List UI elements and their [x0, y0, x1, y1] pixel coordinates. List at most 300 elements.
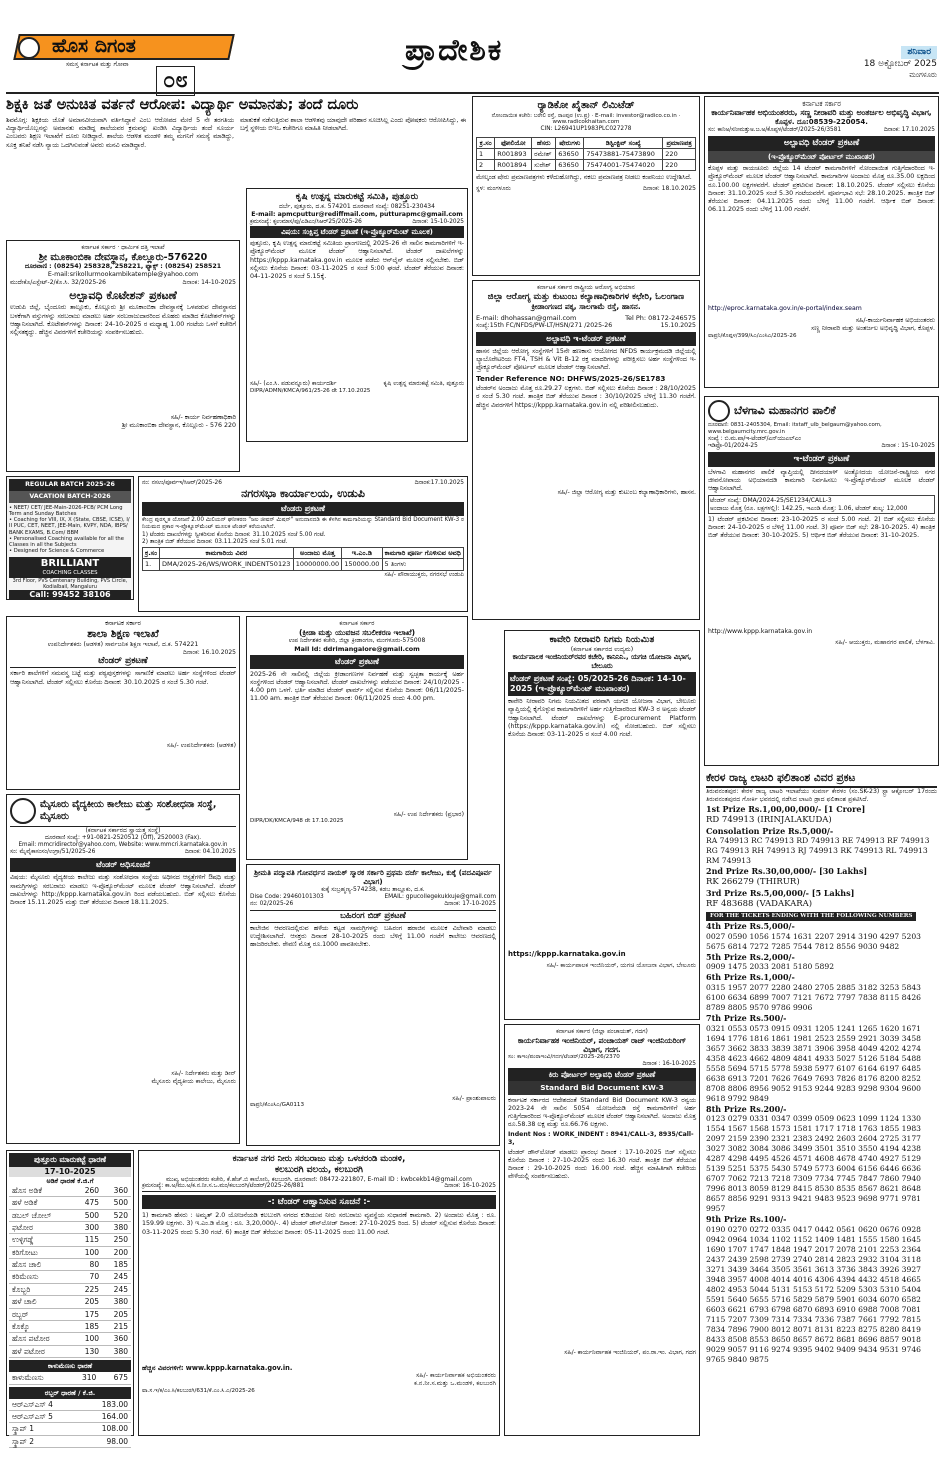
rate-max: 185 — [102, 1259, 131, 1271]
ad-sign-2: ಶ್ರೀ ಮೂಕಾಂಬಿಕಾ ದೇವಸ್ಥಾನ, ಕೊಲ್ಲೂರು - 576 220 — [121, 422, 236, 430]
table-cell: 75474001-75474020 — [584, 159, 663, 170]
belagavi-banner — [708, 400, 935, 422]
course-item: • Personalised Coaching available for all the Classes in all the Subjects — [9, 535, 124, 549]
sign-left: ಸಹಿ/- (ಎಂ.ಸಿ. ಪಡುವನ್ನೂರು) ಕಾರ್ಯದರ್ಶಿ — [250, 380, 337, 388]
column-header: ಷೇರುಗಳು — [556, 137, 584, 148]
headline: ಶಿಕ್ಷಕಿ ಜತೆ ಅನುಚಿತ ವರ್ತನೆ ಆರೋಪ: ವಿದ್ಯಾರ್ಥಿ ಅಮಾನತು; ತಂದೆ ದೂರು — [6, 97, 359, 113]
masthead-tagline: ಸಮಸ್ತ ಕರ್ನಾಟಕ ಮತ್ತು ಗೋವಾ — [66, 61, 129, 68]
ref-number: ಸಂ: ಕಾಇಂ/ಪಂರಾಇಂವಿ/ಗದಗ/ಟೆಂಡರ್/2025-26/2370 — [508, 1054, 620, 1060]
course-list — [9, 505, 131, 555]
ad-body: ಕಾವೇರಿ ನೀರಾವರಿ ನಿಗಮ ನಿಯಮಿತದ ಪರವಾಗಿ ಯಗಚಿ ಯೋಜನಾ ವಿಭಾಗ, ಬೇಲೂರು ವ್ಯಾಪ್ತಿಯಲ್ಲಿ ಕೈಗೊಳ್ಳುವ ಕಾಮಗಾರಿಗಳಿಗೆ ಅರ್ಹ ಗುತ್ತಿಗೆದಾರರಿಂದ KW-3 ರ ಅನ್ವಯ ಟೆಂಡರ್ ಆಹ್ವಾನಿಸಲಾಗಿದೆ. ಟೆಂಡರ್ ದಾಖಲೆಗಳನ್ನು E-procurement Platform (https://kppp.karnataka.gov.in) ನಲ್ಲಿ ನೋಡಬಹುದು. ಬಿಡ್ ಸಲ್ಲಿಸಲು ಕೊನೆಯ ದಿನಾಂಕ: 03-11-2025 ರ ಸಂಜೆ 4.00 ಗಂಟೆ. — [508, 698, 696, 738]
batch-label: REGULAR BATCH 2025-26 — [9, 479, 131, 491]
ref-date: ದಿನಾಂಕ : 16-10-2025 — [642, 1060, 696, 1067]
ad-sign-2: ಕ.ನ.ನೀ.ಸ.ಮತ್ತು ಒ.ಮಂಡಳಿ, ಕಲಬುರಗಿ — [414, 1380, 496, 1388]
tender-ref: Tender Reference NO: DHFWS/2025-26/SE1783 — [476, 374, 666, 384]
vacation-label: VACATION BATCH-2026 — [9, 491, 131, 503]
ad-name: ಕಾವೇರಿ ನೀರಾವರಿ ನಿಗಮ ನಿಯಮಿತ — [549, 634, 655, 645]
ad-cauvery — [504, 630, 700, 1020]
prize-6: 6th Prize Rs.1,000/- — [706, 972, 795, 983]
rate-min: 300 — [73, 1221, 102, 1233]
course-item: • Designed for Science & Commerce — [9, 548, 105, 555]
ad-name: ಬೆಳಗಾವಿ ಮಹಾನಗರ ಪಾಲಿಕೆ — [734, 404, 836, 418]
ad-name: ಕೃಷಿ ಉತ್ಪನ್ನ ಮಾರುಕಟ್ಟೆ ಸಮಿತಿ, ಪುತ್ತೂರು — [295, 192, 419, 202]
prize-2: 2nd Prize Rs.30,00,000/- [30 Lakhs] — [706, 866, 868, 877]
rate-min: 500 — [73, 1209, 102, 1221]
ad-title: ಕಿರು ಪೋರ್ಟಲ್ ಅಲ್ಪಾವಧಿ ಟೆಂಡರ್ ಪ್ರಕಟಣೆ — [508, 1068, 696, 1081]
masthead-title: ಹೊಸ ದಿಗಂತ — [52, 35, 136, 57]
table-row — [9, 1246, 131, 1258]
table-row — [9, 1197, 131, 1209]
lottery-title: ಕೇರಳ ರಾಜ್ಯ ಲಾಟರಿ ಫಲಿತಾಂಶ ವಿವರ ಪ್ರಕಟ — [706, 772, 937, 788]
ad-sign-2: ಸಣ್ಣ ನೀರಾವರಿ ಮತ್ತು ಅಂತರ್ಜಲ ಅಭಿವೃದ್ಧಿ ವಿಭಾಗ, ಕೊಪ್ಪಳ. — [811, 324, 935, 332]
ad-phone: ದೂರವಾಣಿ : (08254) 258328, 258221, ಫ್ಯಾಕ್ಸ್ : (08254) 258521 — [24, 263, 222, 271]
table-cell: 63650 — [556, 159, 584, 170]
ad-address: ಉಪನಿರ್ದೇಶಕರು (ಆಡಳಿತ) ಸಾರ್ವಜನಿಕ ಶಿಕ್ಷಣ ಇಲಾಖೆ, ದ.ಕ. 574221 — [47, 640, 199, 648]
prize-3: 3rd Prize Rs.5,00,000/- [5 Lakhs] — [706, 888, 855, 899]
logo-emblem-icon — [18, 37, 40, 59]
day-label: ಶನಿವಾರ — [901, 46, 937, 59]
ad-sub: ನೋಂದಾಯಿತ ಕಚೇರಿ: ಬರೇಲಿ ರಸ್ತೆ, ರಾಂಪುರ (ಉ.ಪ್ರ) · E-mail: investor@radico.co.in · www.radicokhaitan.com — [491, 112, 681, 126]
market-rates — [6, 1150, 134, 1446]
ad-url[interactable]: ಹೆಚ್ಚಿನ ವಿವರಗಳಿಗೆ: www.kppp.karnataka.gov.in. — [142, 1364, 293, 1373]
ad-kuwsdb — [138, 1150, 500, 1436]
ad-url[interactable]: https://kppp.karnataka.gov.in — [508, 950, 626, 959]
ad-cin: CIN: L26941UP1983PLC027278 — [540, 126, 632, 133]
ref-date: 15.10.2025 — [660, 321, 696, 329]
table-row — [143, 559, 464, 570]
ad-sign: ಸಹಿ/- ಉಪ ನಿರ್ದೇಶಕರು (ಪ್ರಭಾರ) — [393, 810, 464, 818]
rate-min: 100 — [73, 1333, 102, 1345]
ad-head: ಕರ್ನಾಟಕ ಸರ್ಕಾರ (ಜಿಲ್ಲಾ ಪಂಚಾಯತ್, ಗದಗ) — [556, 1028, 648, 1035]
ref-number: ಸಂ: ಕಾನಿಅ/ಸನೀಮತ್ತುಅ.ಜ.ಅ/ಕೊಪ್ಪಳ/ಟೆಂಡರ್/2025-26/3581 — [708, 126, 842, 133]
ad-name: ಶ್ರೀಮತಿ ಪದ್ಮಾವತಿ ಗೋವರ್ಧನ ನಾಯಕ್ ಸ್ಮಾರಕ ಸರ್ಕಾರಿ ಪ್ರಥಮ ದರ್ಜೆ ಕಾಲೇಜು, ಕುಕ್ಕೆ (ಪದವಿಪೂರ್ವ ವಿಭಾಗ) — [254, 868, 492, 886]
rate-min: 115 — [73, 1234, 102, 1246]
prize-4: 4th Prize Rs.5,000/- — [706, 921, 795, 932]
table-row — [9, 1320, 131, 1332]
ad-name: (ಕ್ರೀಡಾ ಮತ್ತು ಯುವಜನ ಸಬಲೀಕರಣ ಇಲಾಖೆ) — [298, 627, 416, 637]
rate-min: 80 — [73, 1259, 102, 1271]
ad-sign: ಸಹಿ/- ಜಿಲ್ಲಾ ಆರೋಗ್ಯ ಮತ್ತು ಕುಟುಂಬ ಕಲ್ಯಾಣಾಧಿಕಾರಿಗಳು, ಹಾಸನ. — [557, 489, 696, 497]
ad-head: ಕರ್ನಾಟಕ ಸರ್ಕಾರ — [105, 620, 141, 627]
ad-ref — [708, 127, 935, 134]
consolation-prize: Consolation Prize Rs.5,000/- — [706, 825, 834, 836]
column-header: ಕಾಮಗಾರಿ ಪೂರ್ಣ ಗೊಳಿಸುವ ಅವಧಿ — [382, 548, 464, 559]
commodity-name: ಸ್ಕ್ರಾಪ್ 2 — [9, 1435, 81, 1447]
rate-max: 205 — [102, 1308, 131, 1320]
rate-max: 380 — [102, 1221, 131, 1233]
ad-url[interactable]: http://eproc.karnataka.gov.in/e-portal/index.seam — [708, 305, 862, 313]
ad-sub: (ಕರ್ನಾಟಕ ಸರ್ಕಾರದ ಸ್ವಾಯತ್ತ ಸಂಸ್ಥೆ) — [85, 827, 161, 834]
ad-name: ರ್‍ಯಾಡಿಕೋ ಖೈತಾನ್ ಲಿಮಿಟೆಡ್ — [537, 100, 635, 111]
prize-2-winner: RK 266279 (THIRUR) — [706, 876, 800, 887]
tender-box — [708, 495, 935, 514]
commodity-name: ಹಳೆ ಚಾಲಿ — [9, 1296, 73, 1308]
ad-footer — [476, 185, 696, 193]
ad-name: ಕಾರ್ಯನಿರ್ವಾಹಕ ಅಭಿಯಂತರರು, ಸಣ್ಣ ನೀರಾವರಿ ಮತ್ತು ಅಂತರ್ಜಲ ಅಭಿವೃದ್ಧಿ ವಿಭಾಗ, — [711, 108, 932, 118]
table-cell: R001893 — [495, 148, 532, 159]
ad-body: ಪುತ್ತೂರು, ಕೃಷಿ ಉತ್ಪನ್ನ ಮಾರುಕಟ್ಟೆ ಸಮಿತಿಯ ಪ್ರಾಂಗಣದಲ್ಲಿ 2025-26 ನೇ ಸಾಲಿನ ಕಾಮಗಾರಿಗಳಿಗೆ ಇ-ಪ್ರೊಕ್ಯೂರ್‌ಮೆಂಟ್ ಮೂಲಕ ಟೆಂಡರ್ ಆಹ್ವಾನಿಸಲಾಗಿದೆ. ಟೆಂಡರ್ ದಾಖಲೆಗಳನ್ನು https://kppp.karnataka.gov.in ಮೂಲಕ ಪಡೆದು ಆನ್‌ಲೈನ್ ಮೂಲಕ ಸಲ್ಲಿಸಬೇಕು. ಬಿಡ್ ಸಲ್ಲಿಸಲು ಕೊನೆಯ ದಿನಾಂಕ: 03-11-2025 ರ ಸಂಜೆ 5:00 ಘಂಟೆ. ಟೆಂಡರ್ ತೆರೆಯುವ ದಿನಾಂಕ: 04-11-2025 ರ ಸಂಜೆ 5.15ಕ್ಕೆ. — [250, 240, 464, 280]
ad-head: ಕರ್ನಾಟಕ ಸರ್ಕಾರ ರಾಷ್ಟ್ರೀಯ ಆರೋಗ್ಯ ಅಭಿಯಾನ — [537, 284, 635, 291]
commodity-name: ಆರ್‌ಎಸ್‌ಎಸ್ 5 — [9, 1411, 81, 1423]
ad-code: DIPR/ADMN/KMCA/961/25-26 dt 17.10.2025 — [250, 387, 371, 394]
ad-place: ಸ್ಥಳ: ಮಂಗಳೂರು — [476, 185, 511, 193]
ad-name: ಶ್ರೀ ಮೂಕಾಂಬಿಕಾ ದೇವಸ್ಥಾನ, ಕೊಲ್ಲೂರು-576220 — [38, 251, 208, 263]
ad-title: ಟೆಂಡರ್ ಪ್ರಕಟಣೆ — [10, 656, 236, 668]
work-table — [142, 547, 464, 570]
ad-sign: ಸಹಿ/-ಕಾರ್ಯನಿರ್ವಾಹಕ ಅಭಿಯಂತರರು — [855, 317, 935, 325]
ad-address: ದೂರವಾಣಿ: 0831-2405304, Email: itstaff_ulb_belgaum@yahoo.com, www.belgaumcity.mrc.gov.in — [708, 422, 882, 435]
ad-codes — [250, 894, 496, 901]
brand-name: BRILLIANT — [40, 557, 100, 569]
ad-udupi — [138, 476, 468, 612]
city-label: ಮಂಗಳೂರು — [909, 70, 937, 79]
rate-max: 245 — [102, 1283, 131, 1295]
rate-max: 245 — [102, 1271, 131, 1283]
share-table — [476, 137, 696, 171]
ad-apmc — [246, 188, 468, 442]
ad-title: ಟೆಂಡರ್ ಪ್ರಕಟಣೆ — [250, 655, 464, 669]
ending-note: FOR THE TICKETS ENDING WITH THE FOLLOWING NUMBERS — [706, 912, 916, 921]
ad-ref — [142, 1183, 496, 1191]
prize-4-numbers: 0027 0590 1056 1574 1631 2207 2914 3190 4297 5203 5675 6814 7272 7285 7544 7812 8556 9030 9482 — [706, 931, 921, 951]
commodity-name: ಡಬಲ್ ಚೋಲ್ — [9, 1209, 73, 1221]
ad-ref — [708, 443, 935, 450]
story-paragraph: ಶಿವಮೊಗ್ಗ: ಶಿಕ್ಷಕಿಯ ಜೊತೆ ಅಮಾನವೀಯವಾಗಿ ವರ್ತಿಸಿದ್ದಾನೆ ಎಂಬ ಆರೋಪದ ಮೇರೆ 5 ನೇ ತರಗತಿಯ ವಿದ್ಯಾರ್ಥಿಯೊಬ್ಬನನ್ನು ಅಮಾನತು ಮಾಡಿದ್ದ ಶಾಲೆಯವರ ಕ್ರಮವನ್ನು ಖಂಡಿಸಿ ವಿದ್ಯಾರ್ಥಿಯ ತಂದೆ ಸೂರ್ಯ ಎಂಬವರು ಶಿಕ್ಷಣ ಇಲಾಖೆಗೆ ದೂರು ನೀಡಿದ್ದಾರೆ. ಶಾಲೆಯ ಆಡಳಿತ ಮಂಡಳಿ ತಮ್ಮ ಮಗನಿಗೆ ಸಮಸ್ಯೆ ಮಾಡಿದ್ದು, ಸೂಕ್ತ ತನಿಖೆ ನಡೆಸಿ ನ್ಯಾಯ ಒದಗಿಸುವಂತೆ ಅವರು ಮನವಿ ಮಾಡಿದ್ದಾರೆ. — [6, 117, 234, 149]
ad-sign: ಸಹಿ/- ನಿರ್ದೇಶಕರು ಮತ್ತು ಡೀನ್ — [171, 1070, 236, 1078]
sign-right: ಕೃಷಿ ಉತ್ಪನ್ನ ಮಾರುಕಟ್ಟೆ ಸಮಿತಿ, ಪುತ್ತೂರು — [383, 380, 464, 388]
ad-email: E-mail: dhohassan@gmail.com — [476, 313, 577, 322]
story-col-2 — [240, 117, 466, 187]
ad-body: ಕೊಪ್ಪಳ ಮತ್ತು ರಾಯಚೂರು ಜಿಲ್ಲೆಯ 14 ಟೆಂಡರ್ ಕಾಮಗಾರಿಗಳಿಗೆ ನೋಂದಾಯಿತ ಗುತ್ತಿಗೆದಾರರಿಂದ ಇ-ಪ್ರೊಕ್ಯೂರ್‌ಮೆಂಟ್ ಮೂಲಕ ಟೆಂಡರ್ ಆಹ್ವಾನಿಸಲಾಗಿದೆ. ಕಾಮಗಾರಿಗಳ ಅಂದಾಜು ಮೊತ್ತ ರೂ.35.00 ಲಕ್ಷದಿಂದ ರೂ.100.00 ಲಕ್ಷಗಳವರೆಗೆ. ಟೆಂಡರ್ ಪ್ರಕಟಿಸುವ ದಿನಾಂಕ: 18.10.2025. ಟೆಂಡರ್ ಸಲ್ಲಿಸಲು ಕೊನೆಯ ದಿನಾಂಕ: 31.10.2025 ಸಂಜೆ 5.30 ಗಂಟೆಯವರೆಗೆ. ಪೂರ್ವಭಾವಿ ಸಭೆ: 28.10.2025. ತಾಂತ್ರಿಕ ಬಿಡ್ ತೆರೆಯುವ ದಿನಾಂಕ: 04.11.2025 ರಂದು ಬೆಳಿಗ್ಗೆ 11.00 ಗಂಟೆಗೆ. ಆರ್ಥಿಕ ಬಿಡ್ ದಿನಾಂಕ: 06.11.2025 ರಂದು ಬೆಳಿಗ್ಗೆ 11.00 ಗಂಟೆಗೆ. — [708, 165, 935, 214]
prize-7: 7th Prize Rs.500/- — [706, 1012, 787, 1023]
college-emblem-icon — [10, 798, 36, 824]
table-body — [477, 148, 696, 170]
ad-address: ಉಪ ನಿರ್ದೇಶಕರ ಕಚೇರಿ, ಜಿಲ್ಲಾ ಕ್ರೀಡಾಂಗಣ, ಮಂಗಳೂರು-575008 — [288, 637, 426, 645]
commodity-name: ಉಳ್ಳಿಗಡ್ಡೆ — [9, 1234, 73, 1246]
table-row — [9, 1411, 131, 1423]
prize-9-numbers: 0190 0270 0272 0335 0417 0442 0561 0620 0676 0928 0942 0964 1034 1102 1152 1409 1481 1555 1580 1645 1690 1707 1747 1848 1947 2017 2078 2101 2253 2364 2437 2439 2598 2739 2740 2814 2823 2932 3104 3118 3271 3439 3464 3505 3561 3613 3736 3843 3926 3927 3948 3957 4008 4014 4016 4306 4394 4432 4518 4665 4802 4953 5044 5131 5153 5172 5209 5303 5310 5404 5591 5640 5655 5716 5829 5879 5901 6034 6070 6582 6603 6621 6793 6798 6870 6893 6910 6988 7008 7081 7115 7207 7309 7314 7334 7336 7387 7661 7792 7815 7834 7896 7900 8012 8071 8131 8223 8275 8280 8419 8433 8508 8553 8650 8657 8672 8681 8696 8857 9018 9029 9057 9116 9274 9395 9402 9409 9434 9531 9746 9765 9840 9875 — [706, 1224, 921, 1365]
table-row — [9, 1435, 131, 1447]
ad-body: 2025-26 ನೇ ಸಾಲಿನಲ್ಲಿ ಜಿಲ್ಲೆಯ ಕ್ರೀಡಾಂಗಣಗಳ ನಿರ್ವಹಣೆ ಮತ್ತು ಸ್ವಚ್ಛತಾ ಕಾರ್ಯಕ್ಕೆ ಅರ್ಹ ಸಂಸ್ಥೆಗಳಿಂದ ಟೆಂಡರ್ ಆಹ್ವಾನಿಸಲಾಗಿದೆ. ಟೆಂಡರ್ ದಾಖಲೆಗಳನ್ನು ಪಡೆಯುವ ದಿನಾಂಕ: 24/10/2025 - 4.00 pm ಒಳಗೆ. ಭರ್ತಿ ಮಾಡಿದ ಟೆಂಡರ್ ಫಾರ್ಮ್ ಸಲ್ಲಿಸುವ ಕೊನೆಯ ದಿನಾಂಕ: 06/11/2025-11.00 am. ತಾಂತ್ರಿಕ ಬಿಡ್ ತೆರೆಯುವ ದಿನಾಂಕ: 06/11/2025 ರಂದು 4.00 pm. — [250, 670, 464, 703]
ad-body: ಬೆಳಗಾವಿ ಮಹಾನಗರ ಪಾಲಿಕೆ ವ್ಯಾಪ್ತಿಯಲ್ಲಿ ದೀನದಯಾಳ್ ಅಂತ್ಯೋದಯ ಯೋಜನೆ-ರಾಷ್ಟ್ರೀಯ ನಗರ ಜೀವನೋಪಾಯ ಅಭಿಯಾನದಡಿ ಕಾಮಗಾರಿ ನಿರ್ವಹಿಸಲು ಇ-ಪ್ರೊಕ್ಯೂರ್‌ಮೆಂಟ್ ಮೂಲಕ ಟೆಂಡರ್ ಆಹ್ವಾನಿಸಲಾಗಿದೆ. — [708, 468, 935, 492]
ad-address: ಮುಖ್ಯ ಅಭಿಯಂತರರು ಕಚೇರಿ, ಕೆ.ಹೆಚ್.ಬಿ ಕಾಲೋನಿ, ಕಲಬುರಗಿ. ದೂರವಾಣಿ: 08472-221807, E-mail ID : kwbcekb14@gmail.com — [166, 1175, 472, 1183]
date-label: 18 ಅಕ್ಟೋಬರ್ 2025 — [863, 59, 937, 70]
section-title: ಪ್ರಾದೇಶಿಕ — [405, 33, 504, 68]
commodity-name: ಹೊಸ ಅಡಿಕೆ — [9, 1185, 73, 1197]
ref-number: ನಂ: 02/2025-26 — [250, 900, 294, 907]
story-paragraph: ಮಾತುಕತೆ ನಡೆಸುತ್ತಿರುವ ಶಾಲಾ ಆಡಳಿತವು ಯಾವುದೇ ಪರಿಹಾರ ಸೂಚಿಸಿಲ್ಲ ಎಂದು ಪೋಷಕರು ಆರೋಪಿಸಿದ್ದು, ಈ ಬಗ್ಗೆ ಸ್ಥಳೀಯ ಬಿಇಒ ಕಚೇರಿಗೂ ಮಾಹಿತಿ ನೀಡಲಾಗಿದೆ. — [240, 117, 466, 133]
ad-sign: ಸಹಿ/- ಪ್ರಾಂಶುಪಾಲರು — [452, 1094, 496, 1102]
table-cell: 75473881-75473890 — [584, 148, 663, 159]
ad-sbd: Standard Bid Document KW-3 — [508, 1081, 696, 1094]
ad-title: ವಿಷಯ: ಸಂಕ್ಷಿಪ್ತ ಟೆಂಡರ್ ಪ್ರಕಟಣೆ (ಇ-ಪ್ರೊಕ್ಯೂರ್‌ಮೆಂಟ್ ಮೂಲಕ) — [250, 226, 464, 238]
rate-max: 380 — [102, 1296, 131, 1308]
commodity-name: ಕಾಳುಮೆಣಸು — [9, 1372, 68, 1384]
table-row — [9, 1259, 131, 1271]
areca-table — [9, 1185, 131, 1358]
ad-sign: ಸಹಿ/- ಉಪನಿರ್ದೇಶಕರು (ಆಡಳಿತ) — [166, 742, 236, 750]
ad-contact — [476, 314, 696, 322]
rate-max: 500 — [102, 1197, 131, 1209]
table-cell: 5 ತಿಂಗಳು — [382, 559, 464, 570]
commodity-name: ರಬ್ಬರ್ — [9, 1308, 73, 1320]
ad-ref — [250, 901, 496, 908]
ad-sign: ಸಹಿ/- ಕಾರ್ಯನಿರ್ವಾಹಕ ಇಂಜಿನಿಯರ್, ಪಂ.ರಾ.ಇಂ. ವಿಭಾಗ, ಗದಗ — [564, 1348, 696, 1356]
ref-date: ದಿನಾಂಕ: 14-10-2025 — [182, 279, 236, 287]
table-cell: 150000.00 — [342, 559, 382, 570]
table-row — [9, 1221, 131, 1233]
table-row — [9, 1345, 131, 1357]
rate-min: 225 — [73, 1283, 102, 1295]
ref-number: ನಂ: ನಸಉ/ಪೂರ್ವಇ/ಸಿಆರ್/2025-26 — [142, 480, 222, 486]
rubber-title: ರಬ್ಬರ್ ಧಾರಣೆ / ಕೆ.ಜಿ. — [9, 1387, 131, 1399]
prize-7-numbers: 0321 0553 0573 0915 0931 1205 1241 1265 1620 1671 1694 1776 1816 1861 1981 2523 2559 2921 3039 3458 3657 3662 3833 3839 3871 3906 3958 4049 4202 4274 4358 4623 4662 4809 4841 4933 5027 5126 5184 5488 5558 5694 5715 5778 5938 5977 6107 6164 6197 6485 6638 6913 7201 7626 7649 7693 7826 8176 8200 8252 8708 8806 8956 9052 9153 9244 9283 9298 9304 9600 9618 9792 9849 — [706, 1023, 921, 1103]
ad-title: ಅಲ್ಪಾವಧಿ ಕೊಟೇಶನ್ ಪ್ರಕಟಣೆ — [69, 288, 177, 302]
ad-sign-2: ಮೈಸೂರು ವೈದ್ಯಕೀಯ ಕಾಲೇಜು, ಮೈಸೂರು — [151, 1078, 236, 1086]
ad-note: ಮೇಲ್ಕಂಡ ಷೇರು ಪ್ರಮಾಣಪತ್ರಗಳು ಕಳೆದುಹೋಗಿದ್ದು, ನಕಲು ಪ್ರಮಾಣಪತ್ರ ನೀಡಲು ಕಂಪನಿಯು ಉದ್ದೇಶಿಸಿದೆ. — [476, 174, 692, 182]
tender-amount: ಅಂದಾಜು ಮೊತ್ತ (ರೂ. ಲಕ್ಷಗಳಲ್ಲಿ): 142.25, ಇಎಂಡಿ ಮೊತ್ತ: 1.06, ಟೆಂಡರ್ ಶುಲ್ಕ: 12,000 — [710, 504, 908, 512]
ad-ref — [142, 480, 464, 487]
ad-body: ಹಾಸನ ಜಿಲ್ಲೆಯ ಆರೋಗ್ಯ ಸಂಸ್ಥೆಗಳಿಗೆ 15ನೇ ಹಣಕಾಸು ಆಯೋಗದ NFDS ಕಾರ್ಯಕ್ರಮದಡಿ ಜಿಲ್ಲೆಯಲ್ಲಿ ಲ್ಯಾಬೊರೇಟರಿಯ FT4, TSH & Vit B-12 ರಕ್ತ ಮಾದರಿಗಳನ್ನು ಪರೀಕ್ಷಿಸಲು ಅರ್ಹ ಸಂಸ್ಥೆಗಳಿಂದ ಇ-ಪ್ರೊಕ್ಯೂರ್‌ಮೆಂಟ್ ಪೋರ್ಟಲ್ ಮೂಲಕ ಟೆಂಡರ್ ಆಹ್ವಾನಿಸಲಾಗಿದೆ. — [476, 347, 696, 372]
prize-3-winner: RF 483688 (VADAKARA) — [706, 898, 813, 909]
commodity-name: ಸ್ಕ್ರಾಪ್ 1 — [9, 1423, 81, 1435]
ad-head: ಕರ್ನಾಟಕ ಸರ್ಕಾರ — [339, 620, 375, 627]
table-cell: 1 — [477, 148, 495, 159]
rate-max: 360 — [102, 1333, 131, 1345]
ad-sign — [250, 380, 464, 388]
ad-radico — [472, 96, 700, 276]
ad-address: ಕುಕ್ಕೆ ಸುಬ್ರಹ್ಮಣ್ಯ-574238, ಕಡಬ ತಾಲ್ಲೂಕು, ದ.ಕ. — [321, 886, 425, 893]
commodity-name: ಹಳೆ ಅಡಿಕೆ — [9, 1197, 73, 1209]
ad-ref — [250, 219, 464, 226]
ad-body-2: 1) ಟೆಂಡರ್ ಪ್ರಕಟಿಸುವ ದಿನಾಂಕ: 23-10-2025 ರ ಸಂಜೆ 5.00 ಗಂಟೆ. 2) ಬಿಡ್ ಸಲ್ಲಿಸಲು ಕೊನೆಯ ದಿನಾಂಕ: 24-10-2025 ರ ಬೆಳಿಗ್ಗೆ 11.00 ಗಂಟೆ. 3) ಪೂರ್ವ ಬಿಡ್ ಸಭೆ: 28-10-2025. 4) ತಾಂತ್ರಿಕ ಬಿಡ್ ತೆರೆಯುವ ದಿನಾಂಕ: 30-10-2025. 5) ಆರ್ಥಿಕ ಬಿಡ್ ತೆರೆಯುವ ದಿನಾಂಕ: 31-10-2025. — [708, 516, 935, 540]
market-date: 17-10-2025 — [9, 1167, 131, 1177]
table-header — [477, 137, 696, 148]
ad-head: ಕರ್ನಾಟಕ ನಗರ ನೀರು ಸರಬರಾಜು ಮತ್ತು ಒಳಚರಂಡಿ ಮಂಡಳಿ, — [232, 1154, 406, 1164]
rate-max: 380 — [102, 1345, 131, 1357]
ad-body: ಸರ್ಕಾರಿ ಶಾಲೆಗಳಿಗೆ ಸಮವಸ್ತ್ರ ಬಟ್ಟೆ ಮತ್ತು ಪಠ್ಯಪುಸ್ತಕಗಳನ್ನು ಸಾಗಾಣಿಕೆ ಮಾಡಲು ಅರ್ಹ ಸಂಸ್ಥೆಗಳಿಂದ ಟೆಂಡರ್ ಆಹ್ವಾನಿಸಲಾಗಿದೆ. ಟೆಂಡರ್ ಸಲ್ಲಿಸಲು ಕೊನೆಯ ದಿನಾಂಕ: 30.10.2025 ರ ಸಂಜೆ 5.30 ಗಂಟೆ. — [10, 670, 236, 686]
prize-9: 9th Prize Rs.100/- — [706, 1214, 787, 1225]
ad-email: E-mail: apmcputtur@rediffmail.com, putturapmc@gmail.com — [251, 210, 463, 218]
column-header: ಅಂದಾಜು ಮೊತ್ತ — [293, 548, 342, 559]
ad-body-2: ಟೆಂಡರ್‌ನ ಅಂದಾಜು ಮೊತ್ತ ರೂ.29.27 ಲಕ್ಷಗಳು. ಬಿಡ್ ಸಲ್ಲಿಸಲು ಕೊನೆಯ ದಿನಾಂಕ : 28/10/2025 ರ ಸಂಜೆ 5.30 ಗಂಟೆ. ತಾಂತ್ರಿಕ ಬಿಡ್ ತೆರೆಯುವ ದಿನಾಂಕ : 30/10/2025 ಬೆಳಿಗ್ಗೆ 11.30 ಗಂಟೆಗೆ. ಹೆಚ್ಚಿನ ವಿವರಗಳಿಗೆ https://kppp.karnataka.gov.in ನಲ್ಲಿ ಪರಿಶೀಲಿಸಬಹುದು. — [476, 385, 696, 409]
rate-value: 183.00 — [81, 1399, 131, 1411]
ad-line-1: 1) ಟೆಂಡರು ದಾಖಲೆಗಳನ್ನು ಸ್ವೀಕರಿಸುವ ಕೊನೆಯ ದಿನಾಂಕ: 31.10.2025 ಸಂಜೆ 5.00 ಗಂಟೆ. — [142, 531, 326, 538]
ad-body-2: ಟೆಂಡರ್ ಡೌನ್‌ಲೋಡ್ ಮಾಡಲು ಪ್ರಾರಂಭ ದಿನಾಂಕ : 17-10-2025 ಬಿಡ್ ಸಲ್ಲಿಸಲು ಕೊನೆಯ ದಿನಾಂಕ : 27-10-2025 ರಂದು 16.30 ಗಂಟೆ. ತಾಂತ್ರಿಕ ಬಿಡ್ ತೆರೆಯುವ ದಿನಾಂಕ : 29-10-2025 ರಂದು 16.00 ಗಂಟೆ. ಹೆಚ್ಚಿನ ಮಾಹಿತಿಗಾಗಿ ಕಚೇರಿಯ ವೇಳೆಯಲ್ಲಿ ಸಂಪರ್ಕಿಸಬಹುದು. — [508, 1148, 696, 1181]
column-header: ಪ್ರಮಾಣಪತ್ರ — [663, 137, 696, 148]
ad-line-2: 2) ತಾಂತ್ರಿಕ ಬಿಡ್ ತೆರೆಯುವ ದಿನಾಂಕ: 03.11.2025 ಸಂಜೆ 5.01 ಗಂಟೆ. — [142, 539, 288, 546]
ref-date: ದಿನಾಂಕ: 15-10-2025 — [412, 218, 464, 225]
ref-date: ದಿನಾಂಕ: 16-10-2025 — [444, 1183, 496, 1190]
call-number[interactable]: Call: 99452 38106 — [9, 590, 131, 600]
ad-name: ನಗರಸಭಾ ಕಾರ್ಯಾಲಯ, ಉಡುಪಿ — [241, 487, 365, 501]
table-cell: 1. — [143, 559, 160, 570]
rate-max: 215 — [102, 1320, 131, 1332]
ad-body: ಕರ್ನಾಟಕ ಸರ್ಕಾರದ ಆದೇಶದಂತೆ Standard Bid Document KW-3 ರನ್ವಯ 2023-24 ನೇ ಸಾಲಿನ 5054 ಯೋಜನೆಯಡಿ ರಸ್ತೆ ಕಾಮಗಾರಿಗಳಿಗೆ ಅರ್ಹ ಗುತ್ತಿಗೆದಾರರಿಂದ ಇ-ಪ್ರೊಕ್ಯೂರ್‌ಮೆಂಟ್ ಮೂಲಕ ಟೆಂಡರ್ ಆಹ್ವಾನಿಸಲಾಗಿದೆ. ಅಂದಾಜು ಮೊತ್ತ ರೂ.58.38 ಲಕ್ಷ ಮತ್ತು ರೂ.66.76 ಲಕ್ಷಗಳು. — [508, 1096, 696, 1129]
ad-title: -: ಟೆಂಡರ್ ಆಹ್ವಾನಿಸುವ ಸೂಚನೆ :- — [142, 1195, 496, 1210]
table-row — [477, 148, 696, 159]
prize-5: 5th Prize Rs.2,000/- — [706, 951, 795, 962]
ad-address: ಕ್ರೀಡಾಂಗಣದ ಪಕ್ಕ, ಸಾಲಗಾಮೆ ರಸ್ತೆ, ಹಾಸನ. — [531, 302, 641, 312]
ad-mukambika — [6, 240, 240, 472]
pepper-title: ಕಾಳುಮೆಣಸು ಧಾರಣೆ — [9, 1360, 131, 1372]
table-cell: 220 — [663, 148, 696, 159]
prize-8-numbers: 0123 0279 0331 0347 0399 0509 0623 1099 1124 1330 1554 1567 1568 1573 1581 1717 1718 1763 1855 1983 2097 2159 2390 2321 2383 2492 2603 2604 2725 3177 3027 3082 3084 3086 3499 3501 3510 3550 4194 4238 4287 4298 4495 4526 4571 4608 4678 4740 4927 5129 5139 5251 5375 5430 5749 5773 6004 6156 6446 6636 6707 7062 7213 7218 7309 7734 7745 7847 7860 7940 7996 8013 8059 8129 8415 8530 8535 8567 8621 8648 8657 8856 9291 9313 9421 9483 9523 9698 9771 9781 9957 — [706, 1114, 921, 1214]
ad-tel: Tel Ph: 08172-246575 — [625, 313, 696, 322]
commodity-name: ಆರ್‌ಎಸ್‌ಎಸ್ 4 — [9, 1399, 81, 1411]
tender-number: ಟೆಂಡರ್ ಸಂಖ್ಯೆ: DMA/2024-25/SE1234/CALL-3 — [710, 497, 832, 505]
prize-5-numbers: 0909 1475 2033 2081 5180 5892 — [706, 962, 835, 972]
ad-body: ಉಡುಪಿ ಜಿಲ್ಲೆ, ಬೈಂದೂರು ತಾಲ್ಲೂಕು, ಕೊಲ್ಲೂರು ಶ್ರೀ ಮೂಕಾಂಬಿಕಾ ದೇವಸ್ಥಾನಕ್ಕೆ ಒಳಪಡುವ ದೇವಸ್ಥಾನದ ಬಳಕೆಗಾಗಿ ವಸ್ತುಗಳನ್ನು ಸರಬರಾಜು ಮಾಡಲು ಅರ್ಹ ಸರಬರಾಜುದಾರರಿಂದ ಮೊಹರು ಮಾಡಿದ ಕೊಟೇಶನ್‌ಗಳನ್ನು ಆಹ್ವಾನಿಸಲಾಗಿದೆ. ಕೊಟೇಶನ್‌ಗಳನ್ನು ದಿನಾಂಕ: 24-10-2025 ರ ಮಧ್ಯಾಹ್ನ 1.00 ಗಂಟೆಯ ಒಳಗೆ ಕಚೇರಿಗೆ ಸಲ್ಲಿಸತಕ್ಕದ್ದು. ಹೆಚ್ಚಿನ ವಿವರಗಳಿಗೆ ಕಚೇರಿಯನ್ನು ಸಂಪರ್ಕಿಸಬಹುದು. — [10, 304, 236, 336]
lottery-intro: ತಿರುವನಂತಪುರ: ಕೇರಳ ರಾಜ್ಯ ಲಾಟರಿ ಇಲಾಖೆಯು ಸುವರ್ಣ ಕೇರಳಂ (ಸಂ.SK-23) ಸ್ಟ್ರಾ ಆಕ್ಟೋಬರ್ 17ರಂದು ತಿರುವನಂತಪುರದ ಗೋರ್ಕಿ ಭವನದಲ್ಲಿ ನಡೆಸಿದ ಲಾಟರಿ ಡ್ರಾದ ಫಲಿತಾಂಶ ಪ್ರಕಟಿಸಿದೆ. — [706, 787, 937, 803]
column-header: ಫೋಲಿಯೋ — [495, 137, 532, 148]
ad-college — [246, 864, 500, 1146]
rate-value: 98.00 — [81, 1435, 131, 1447]
ad-ref — [476, 322, 696, 330]
table-cell: DMA/2025-26/WS/WORK_INDENT50123 — [160, 559, 294, 570]
ref-number: ಕ್ರಮಸಂಖ್ಯೆ: ಕೃಉಮಾಸ/ಪು/ಎಡಿಎಂ/ಸಿಆರ್25/2025-26 — [250, 218, 362, 225]
market-sub: ಅಡಿಕೆ ಧಾರಣೆ ಕೆ.ಜಿ.ಗೆ — [46, 1176, 94, 1185]
column-header: ಕ್ರ.ಸಂ — [477, 137, 495, 148]
rate-min: 130 — [73, 1345, 102, 1357]
ad-body: ಕೇಂದ್ರ ಪುರಸ್ಕೃತ ಯೋಜನೆ 2.00 ಮಿಲಿಯನ್ ಘನೀಕರಣ "ಜಲ ಜೀವನ್ ಮಿಷನ್" ಅನುದಾನದಡಿ ಈ ಕೆಳಗಿನ ಕಾಮಗಾರಿಯನ್ನು Standard Bid Document KW-3 ರ ನಿಯಮದ ಪ್ರಕಾರ ಇ-ಪ್ರೊಕ್ಯೂರ್‌ಮೆಂಟ್ ಮೂಲಕ ಟೆಂಡರ್ ಕರೆಯಲಾಗಿದೆ. — [142, 516, 464, 531]
table-row — [9, 1308, 131, 1320]
commodity-name: ಕೊಕ್ಕೊ — [9, 1320, 73, 1332]
ad-name: ಜಿಲ್ಲಾ ಆರೋಗ್ಯ ಮತ್ತು ಕುಟುಂಬ ಕಲ್ಯಾಣಾಧಿಕಾರಿಗಳ ಕಛೇರಿ, ಓಲಂಗಾಣ — [487, 291, 685, 302]
ref-number: ಸಂಖ್ಯೆ : ಬಿ.ಮ.ಪಾ/ಇ-ಟೆಂಡರ್/ಎನ್‌ಯುಎಲ್‌ಎಂ — [708, 435, 801, 442]
ad-email: EMAIL: gpucollegekukkuje@gmail.com — [384, 893, 496, 900]
table-row — [9, 1372, 131, 1384]
table-row — [9, 1399, 131, 1411]
ref-number: ಸಂ: ಮೈವೈಕಾಸಂಸಂ/ಉಗ್ರಾ/51/2025-26 — [10, 849, 96, 856]
rate-max: 360 — [102, 1185, 131, 1197]
rate-max: 250 — [102, 1234, 131, 1246]
commodity-name: ಹೊಸ ಪಟೋರ — [9, 1333, 73, 1345]
ad-name: ಕಲಬುರಗಿ ವಲಯ, ಕಲಬುರಗಿ — [275, 1164, 363, 1175]
rate-min: 70 — [73, 1271, 102, 1283]
column-header: ಕ್ರ.ಸಂ — [143, 548, 160, 559]
commodity-name: ಫಟೋರ — [9, 1221, 73, 1233]
column-header: ಹೆಸರು — [532, 137, 556, 148]
table-cell: 220 — [663, 159, 696, 170]
ref-date: ದಿನಾಂಕ: 17.10.2025 — [883, 126, 935, 133]
rate-value: 310 — [68, 1372, 100, 1384]
rate-min: 185 — [73, 1320, 102, 1332]
column-header: ಕಾಮಗಾರಿಯ ವಿವರ — [160, 548, 294, 559]
ad-code: ವಾ.ಸ.ಇ/ಕ/ಎಂ.ಸಿ/ಕಲಬುರಗಿ/631/ಕೆ.ಎಂ.ಸಿ.ಎ/2025-26 — [142, 1387, 255, 1394]
table-row — [9, 1234, 131, 1246]
ad-name: ಮೈಸೂರು ವೈದ್ಯಕೀಯ ಕಾಲೇಜು ಮತ್ತು ಸಂಶೋಧನಾ ಸಂಸ್ಥೆ, ಮೈಸೂರು — [40, 799, 217, 822]
corporation-emblem-icon — [708, 400, 730, 422]
ad-sub: (ಕರ್ನಾಟಕ ಸರ್ಕಾರದ ಉದ್ಯಮ) — [570, 645, 634, 653]
rate-min: 475 — [73, 1197, 102, 1209]
ad-koppal — [704, 96, 939, 388]
ad-sign: ಸಹಿ/- ಪೌರಾಯುಕ್ತರು, ನಗರಸಭೆ ಉಡುಪಿ — [384, 570, 464, 578]
ad-head: ಕರ್ನಾಟಕ ಸರ್ಕಾರ — [802, 100, 841, 108]
table-row — [9, 1271, 131, 1283]
ad-body: ಕಾಲೇಜಿನ ಆವರಣದಲ್ಲಿರುವ ಹಳೆಯ ಕಟ್ಟಡ ಸಾಮಗ್ರಿಗಳನ್ನು ಬಹಿರಂಗ ಹರಾಜಿನ ಮೂಲಕ ವಿಲೇವಾರಿ ಮಾಡಲು ಉದ್ದೇಶಿಸಲಾಗಿದೆ. ಆಸಕ್ತರು ದಿನಾಂಕ 28-10-2025 ರಂದು ಬೆಳಿಗ್ಗೆ 11.00 ಗಂಟೆಗೆ ಕಾಲೇಜು ಆವರಣದಲ್ಲಿ ಹಾಜರಿರಬೇಕು. ಠೇವಣಿ ಮೊತ್ತ ರೂ.1000 ಪಾವತಿಸಬೇಕು. — [250, 924, 496, 948]
ad-office: ಕಾರ್ಯಪಾಲಕ ಇಂಜಿನಿಯರ್‌ರವರ ಕಚೇರಿ, ಕಾನಿನಿನಿ., ಯಗಚಿ ಯೋಜನಾ ವಿಭಾಗ, ಬೇಲೂರು — [512, 653, 692, 670]
column-header: ಇ.ಎಂ.ಡಿ — [342, 548, 382, 559]
prize-6-numbers: 0315 1957 2077 2280 2480 2705 2885 3182 3253 5843 6100 6634 6899 7007 7121 7672 7797 7838 8115 8426 8789 8805 9570 9786 9906 — [706, 982, 921, 1012]
table-cell: ಸುರೇಶ್ — [532, 159, 556, 170]
masthead-rule — [6, 92, 939, 94]
ref-date: ದಿನಾಂಕ: 16.10.2025 — [183, 648, 236, 656]
rate-min: 260 — [73, 1185, 102, 1197]
ad-brilliant — [6, 476, 134, 600]
ad-code: ವಾಪ್ರನಿ/ಕೊಪ್ಪಳ/399/ಸಿಎ/ಎಂಸಿಎ/2025-26 — [708, 332, 797, 339]
table-cell: 10000000.00 — [293, 559, 342, 570]
table-cell: 2 — [477, 159, 495, 170]
ad-code: DIPR/DK/KMCA/948 dt 17.10.2025 — [250, 818, 344, 825]
ad-sign: ಸಹಿ/- ಕಾರ್ಯನಿರ್ವಾಹಕ ಅಭಿಯಂತರರು — [416, 1372, 496, 1380]
ad-gadag — [504, 1024, 700, 1436]
ad-body: ವಿಷಯ: ಮೈಸೂರು ವೈದ್ಯಕೀಯ ಕಾಲೇಜು ಮತ್ತು ಸಂಶೋಧನಾ ಸಂಸ್ಥೆಯ ಅಧೀನದ ಆಸ್ಪತ್ರೆಗಳಿಗೆ ಔಷಧಿ ಮತ್ತು ಸಾಮಗ್ರಿಗಳನ್ನು ಸರಬರಾಜು ಮಾಡಲು ಇ-ಪ್ರೊಕ್ಯೂರ್‌ಮೆಂಟ್ ಮೂಲಕ ಟೆಂಡರ್ ಆಹ್ವಾನಿಸಲಾಗಿದೆ. ಟೆಂಡರ್ ದಾಖಲೆಗಳನ್ನು http://kppp.karnataka.gov.in ರಿಂದ ಪಡೆಯಬಹುದು. ಬಿಡ್ ಸಲ್ಲಿಸಲು ಕೊನೆಯ ದಿನಾಂಕ 15.11.2025 ಮತ್ತು ಬಿಡ್ ತೆರೆಯುವ ದಿನಾಂಕ 18.11.2025. — [10, 874, 236, 906]
column-header: ಡಿಸ್ಟಿಂಕ್ಟಿವ್ ಸಂಖ್ಯೆ — [584, 137, 663, 148]
rate-min: 175 — [73, 1308, 102, 1320]
table-cell: 63650 — [556, 148, 584, 159]
commodity-name: ಕೊಬ್ಬರಿ — [9, 1283, 73, 1295]
table-header — [143, 548, 464, 559]
ad-ref — [508, 1054, 696, 1061]
ad-name: ಕಾರ್ಯನಿರ್ವಾಹಕ ಇಂಜಿನಿಯರ್, ಪಂಚಾಯತ್ ರಾಜ್ ಇಂಜಿನಿಯರಿಂಗ್ ವಿಭಾಗ, ಗದಗ. — [517, 1035, 687, 1054]
ad-sports — [246, 616, 468, 860]
ad-title: ಬಹಿರಂಗ ಬಿಡ್ ಪ್ರಕಟಣೆ — [250, 910, 496, 923]
table-row — [9, 1209, 131, 1221]
ad-sign: ಸಹಿ/- ಕಾರ್ಯಪಾಲಕ ಇಂಜಿನಿಯರ್, ಯಗಚಿ ಯೋಜನಾ ವಿಭಾಗ, ಬೇಲೂರು — [546, 961, 696, 969]
prize-8: 8th Prize Rs.200/- — [706, 1103, 787, 1114]
ad-sign: ಸಹಿ/- ಆಯುಕ್ತರು, ಮಹಾನಗರ ಪಾಲಿಕೆ, ಬೆಳಗಾವಿ. — [835, 638, 935, 646]
rate-value: 675 — [99, 1372, 131, 1384]
ad-title: ಟೆಂಡರ್ ಪ್ರಕಟಣೆ ಸಂಖ್ಯೆ: 05/2025-26 ದಿನಾಂಕ: 14-10-2025 (ಇ-ಪ್ರೊಕ್ಯೂರ್‌ಮೆಂಟ್ ಮುಖಾಂತರ) — [508, 672, 696, 696]
ad-title: ಅಲ್ಪಾವಧಿ ಇ-ಟೆಂಡರ್ ಪ್ರಕಟಣೆ — [476, 332, 696, 346]
ad-org: ಕರ್ನಾಟಕ ಸರ್ಕಾರ · ಧಾರ್ಮಿಕ ದತ್ತಿ ಇಲಾಖೆ — [81, 244, 165, 251]
ref-number: ಸಂಖ್ಯೆ:15th FC/NFDS/PW-LT/HSN/271 /2025-26 — [476, 321, 613, 329]
ad-shikshana — [6, 616, 240, 790]
prize-1: 1st Prize Rs.1,00,00,000/- [1 Crore] — [706, 803, 866, 814]
table-cell: ರಮೇಶ್ — [532, 148, 556, 159]
page-number: ೦೮ — [156, 66, 195, 96]
ad-title: ಟೆಂಡರ್ ಅಧಿಸೂಚನೆ — [10, 858, 236, 872]
ad-ref — [10, 849, 236, 856]
consolation-numbers: RA 749913 RC 749913 RD 749913 RE 749913 RF 749913 RG 749913 RH 749913 RJ 749913 RK 749913 RL 749913 RM 749913 — [706, 836, 930, 866]
table-row — [9, 1333, 131, 1345]
brand-box — [9, 557, 131, 578]
rubber-table — [9, 1399, 131, 1449]
pepper-table — [9, 1372, 131, 1384]
brand-sub: COACHING CLASSES — [42, 570, 98, 577]
ad-sign: ಸಹಿ/- ಕಾರ್ಯ ನಿರ್ವಹಣಾಧಿಕಾರಿ — [170, 414, 236, 422]
rate-max: 520 — [102, 1209, 131, 1221]
prize-1-winner: RD 749913 (IRINJALAKUDA) — [706, 814, 832, 825]
ref-date: ದಿನಾಂಕ: 17-10-2025 — [444, 900, 496, 907]
ad-address: ದರ್ಬೆ, ಪುತ್ತೂರು, ದ.ಕ. 574201 ದೂರವಾಣಿ ಸಂಖ್ಯೆ: 08251-230434 — [279, 203, 435, 211]
ad-title: ಅಲ್ಪಾವಧಿ ಟೆಂಡರ್ ಪ್ರಕಟಣೆ — [708, 136, 935, 151]
ref-date: ದಿನಾಂಕ:17.10.2025 — [414, 480, 464, 486]
table-row — [477, 159, 696, 170]
ad-url[interactable]: http://www.kppp.karnataka.gov.in — [708, 628, 813, 636]
commodity-name: ಕರಿಗೋಟು — [9, 1246, 73, 1258]
rate-min: 205 — [73, 1296, 102, 1308]
brand-address: 3rd Floor, PVS Centenary Building, PVS Circle, Kodialbail, Mangaluru — [12, 577, 128, 591]
dise-code: Dise Code: 29460101303 — [250, 893, 324, 900]
commodity-name: ಕರಿಮೆಣಸು — [9, 1271, 73, 1283]
ad-title: ಇ-ಟೆಂಡರ್ ಪ್ರಕಟಣೆ — [708, 452, 935, 467]
ad-place: ಕೊಪ್ಪಳ. ದೂ:08539-220054. — [775, 118, 868, 127]
course-item: • NEET/ CET/ JEE-Main-2026-PCB/ PCM Long Term and Sunday Batches — [9, 504, 123, 517]
ref-no: ಇಡಿಫ್ರೊ-01/2024-25 — [708, 442, 758, 449]
ad-code: ವಾಪ್ರನಿ/ಕೆಎಂಸಿಎ/GA0113 — [250, 1102, 305, 1109]
